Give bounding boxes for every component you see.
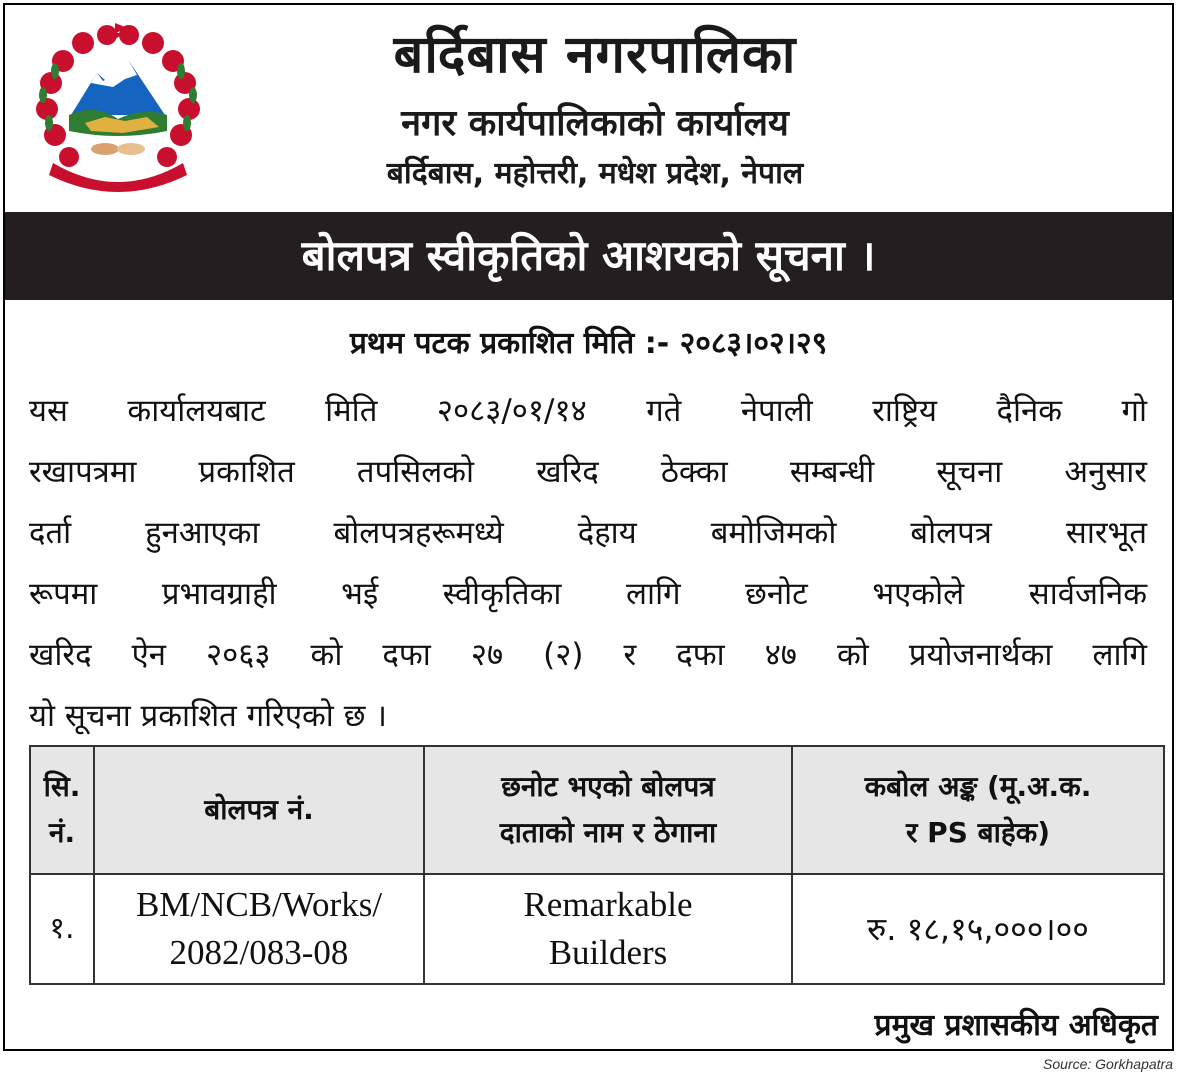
- publication-date: [5, 321, 1172, 362]
- header-text: नं.: [48, 816, 76, 849]
- body-line: खरिद ऐन २०६३ को दफा २७ (२) र दफा ४७ को प्रयोजनार्थका लागि: [29, 637, 1147, 673]
- cell-serial-number: १.: [30, 874, 94, 984]
- header-text: कबोल अङ्क (मू.अ.क.: [864, 770, 1092, 803]
- notice-title: बोलपत्र स्वीकृतिको आशयको सूचना ।: [5, 212, 1172, 300]
- header-bid-amount: [792, 746, 1164, 874]
- cell-text: BM/NCB/Works/: [135, 885, 383, 924]
- header-bidder: [424, 746, 792, 874]
- office-address: बर्दिबास, महोत्तरी, मधेश प्रदेश, नेपाल: [386, 156, 804, 191]
- body-line: दर्ता हुनआएका बोलपत्रहरूमध्ये देहाय बमोजिमको बोलपत्र सारभूत: [29, 515, 1147, 551]
- body-line: रखापत्रमा प्रकाशित तपसिलको खरिद ठेक्का सम्बन्धी सूचना अनुसार: [29, 454, 1147, 490]
- header-text: सि.: [43, 770, 81, 803]
- header-bid-number: [94, 746, 424, 874]
- municipality-name: बर्दिबास नगरपालिका: [393, 25, 797, 85]
- header-text: छनोट भएको बोलपत्र: [501, 770, 715, 803]
- body-line: रूपमा प्रभावग्राही भई स्वीकृतिका लागि छनोट भएकोले सार्वजनिक: [29, 576, 1147, 612]
- header-text: र PS बाहेक): [905, 816, 1051, 849]
- table-header-row: [30, 746, 1164, 874]
- header-text: दाताको नाम र ठेगाना: [499, 816, 717, 849]
- publication-date-label: प्रथम पटक प्रकाशित मिति :-: [349, 326, 670, 361]
- cell-text: 2082/083-08: [169, 933, 349, 972]
- notice-body: [29, 381, 1147, 747]
- cell-text: Builders: [548, 933, 668, 972]
- office-name: नगर कार्यपालिकाको कार्यालय: [401, 103, 789, 144]
- body-line: यस कार्यालयबाट मिति २०८३/०१/१४ गते नेपाली राष्ट्रिय दैनिक गो: [29, 393, 1147, 429]
- header-serial-number: [30, 746, 94, 874]
- header-text: बोलपत्र नं.: [204, 793, 314, 826]
- source-credit: Source: Gorkhapatra: [1043, 1056, 1173, 1072]
- table-row: [30, 874, 1164, 984]
- notice: [3, 3, 1174, 1051]
- cell-bidder: [424, 874, 792, 984]
- publication-date-value: २०८३।०२।२९: [679, 326, 828, 361]
- cell-bid-amount: रु. १८,१५,०००।००: [792, 874, 1164, 984]
- cell-text: Remarkable: [523, 885, 693, 924]
- body-line: यो सूचना प्रकाशित गरिएको छ ।: [29, 698, 388, 734]
- cell-bid-number: [94, 874, 424, 984]
- nepal-emblem-icon: [25, 23, 211, 193]
- signatory-title: प्रमुख प्रशासकीय अधिकृत: [874, 1008, 1158, 1043]
- bid-table: [29, 745, 1165, 985]
